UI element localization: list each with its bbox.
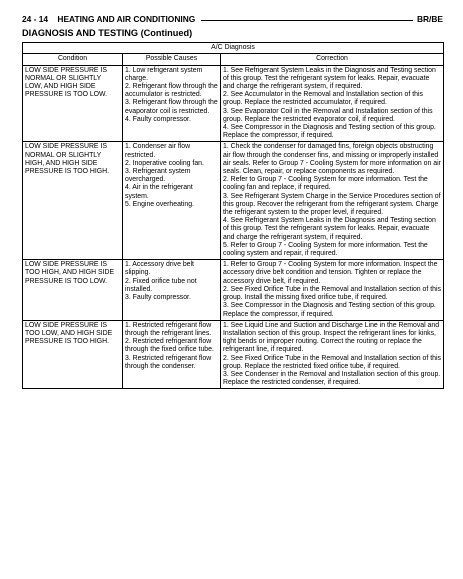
correction-item: 5. Refer to Group 7 - Cooling System for more information. Test the cooling system and repair, if required.	[223, 241, 428, 258]
causes-cell	[123, 320, 221, 389]
correction-item: 2. See Accumulator in the Removal and Installation section of this group. Replace the restricted accumulator, if required.	[223, 91, 423, 107]
cause-item: 1. Low refrigerant system charge.	[125, 66, 203, 82]
correction-item: 3. See Evaporator Coil in the Removal and Installation section of this group. Replace the restricted evaporator coil, if required.	[223, 107, 433, 123]
cause-item: 4. Faulty compressor.	[125, 115, 191, 123]
correction-item: 4. See Refrigerant System Leaks in the Diagnosis and Testing section of this group. Test the refrigerant system for leaks. Repair, evacuate and charge the refrigerant system, if required.	[223, 217, 436, 241]
cause-item: 2. Restricted refrigerant flow through the fixed orifice tube.	[125, 338, 214, 354]
section-name: HEATING AND AIR CONDITIONING	[57, 13, 196, 24]
correction-item: 3. See Refrigerant System Charge in the Service Procedures section of this group. Recover the refrigerant from the refrigerant system. Charge the refrigerant system to the proper level, if required.	[223, 192, 441, 217]
causes-cell	[123, 65, 221, 142]
cause-item: 2. Inoperative cooling fan.	[125, 159, 204, 167]
correction-item: 1. Check the condenser for damaged fins, foreign objects obstructing air flow through the condenser fins, and missing or improperly installed air seals. Refer to Group 7 - Cooling System for more information on air seals. Clean, repair, or replace components as required.	[223, 143, 441, 176]
cause-item: 1. Restricted refrigerant flow through the refrigerant lines.	[125, 321, 212, 337]
correction-item: 2. See Fixed Orifice Tube in the Removal and Installation section of this group. Replace the restricted fixed orifice tube, if required.	[223, 354, 441, 370]
correction-item: 3. See Condenser in the Removal and Installation section of this group. Replace the restricted condenser, if required.	[223, 370, 441, 387]
condition-cell: LOW SIDE PRESSURE IS NORMAL OR SLIGHTLY LOW, AND HIGH SIDE PRESSURE IS TOO LOW.	[23, 65, 123, 142]
header-section	[22, 15, 195, 23]
cause-item: 4. Air in the refrigerant system.	[125, 184, 193, 200]
correction-item: 2. Refer to Group 7 - Cooling System for more information. Test the cooling fan and replace, if required.	[223, 176, 428, 192]
correction-item: 4. See Compressor in the Diagnosis and Testing section of this group. Replace the compressor, if required.	[223, 124, 436, 140]
correction-item: 3. See Compressor in the Diagnosis and Testing section of this group. Replace the compressor, if required.	[223, 302, 436, 318]
correction-cell	[221, 65, 444, 142]
cause-item: 3. Restricted refrigerant flow through the condenser.	[125, 354, 212, 370]
cause-item: 3. Refrigerant flow through the evaporator coil is restricted.	[125, 99, 218, 115]
cause-item: 1. Accessory drive belt slipping.	[125, 261, 194, 277]
cause-item: 3. Refrigerant system overcharged.	[125, 168, 191, 184]
causes-cell	[123, 260, 221, 320]
cause-item: 3. Faulty compressor.	[125, 294, 191, 302]
table-row	[23, 260, 444, 320]
condition-cell: LOW SIDE PRESSURE IS TOO LOW, AND HIGH SIDE PRESSURE IS TOO HIGH.	[23, 320, 123, 389]
column-header-condition: Condition	[23, 54, 123, 65]
header-rule	[201, 20, 413, 21]
table-row	[23, 142, 444, 260]
page-number: 24 - 14	[22, 13, 49, 24]
condition-cell: LOW SIDE PRESSURE IS TOO HIGH, AND HIGH SIDE PRESSURE IS TOO LOW.	[23, 260, 123, 320]
column-header-correction: Correction	[221, 54, 444, 65]
cause-item: 2. Refrigerant flow through the accumulator is restricted.	[125, 83, 218, 99]
correction-cell	[221, 320, 444, 389]
correction-item: 1. See Liquid Line and Suction and Discharge Line in the Removal and Installation section of this group. Inspect the refrigerant lines for kinks, tight bends or improper routing. Correct the routing or replace the refrigerant line, if required.	[223, 321, 440, 354]
column-header-causes: Possible Causes	[123, 54, 221, 65]
model-code: BR/BE	[416, 13, 443, 24]
correction-item: 1. See Refrigerant System Leaks in the Diagnosis and Testing section of this group. Test the refrigerant system for leaks. Repair, evacuate and charge the refrigerant system, if required.	[223, 66, 436, 91]
condition-cell: LOW SIDE PRESSURE IS NORMAL OR SLIGHTLY HIGH, AND HIGH SIDE PRESSURE IS TOO HIGH.	[23, 142, 123, 260]
correction-item: 1. Refer to Group 7 - Cooling System for more information. Inspect the accessory drive belt condition and tension. Tighten or replace the accessory drive belt, if required.	[223, 261, 438, 285]
ac-diagnosis-table	[22, 42, 444, 389]
table-row	[23, 320, 444, 389]
table-row	[23, 65, 444, 142]
page-header	[22, 11, 443, 23]
cause-item: 1. Condenser air flow restricted.	[125, 143, 191, 159]
manual-page	[22, 11, 443, 389]
table-caption: A/C Diagnosis	[23, 43, 444, 54]
correction-cell	[221, 142, 444, 260]
causes-cell	[123, 142, 221, 260]
cause-item: 5. Engine overheating.	[125, 200, 194, 208]
correction-cell	[221, 260, 444, 320]
section-title: DIAGNOSIS AND TESTING (Continued)	[22, 28, 193, 38]
correction-item: 2. See Fixed Orifice Tube in the Removal and Installation section of this group. Install the missing fixed orifice tube, if required.	[223, 285, 441, 302]
cause-item: 2. Fixed orifice tube not installed.	[125, 277, 197, 293]
